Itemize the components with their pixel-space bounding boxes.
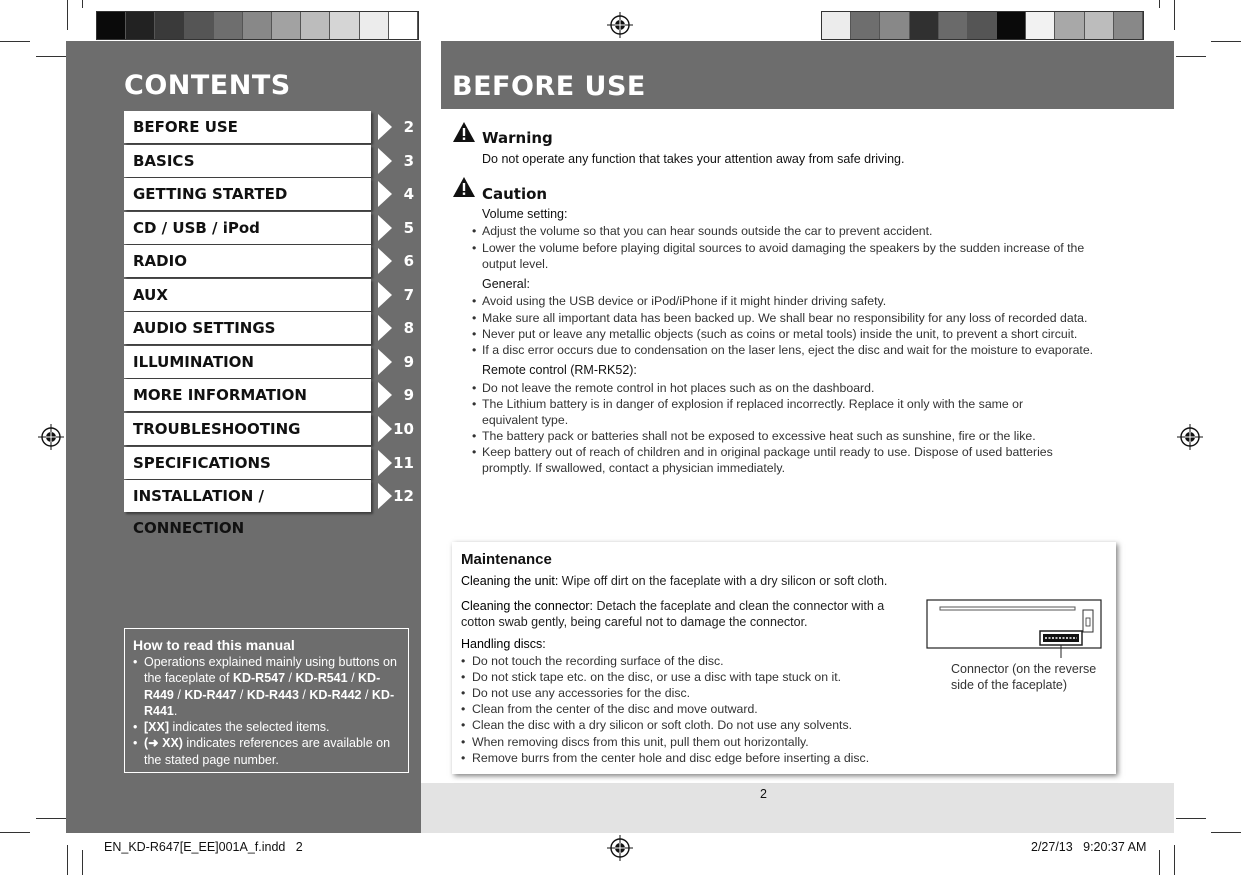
file-slug: EN_KD-R647[E_EE]001A_f.indd 2: [104, 840, 303, 854]
registration-mark-icon: [607, 12, 633, 38]
toc-page-number: 9: [403, 386, 414, 404]
toc-item[interactable]: SPECIFICATIONS: [124, 447, 371, 479]
toc-item[interactable]: TROUBLESHOOTING: [124, 413, 371, 445]
color-bar-right: [821, 11, 1144, 40]
color-bar-left: [96, 11, 419, 40]
handling-discs-label: Handling discs:: [461, 637, 546, 651]
list-item: • Lower the volume before playing digital sources to avoid damaging the speakers by the sudden increase of the output level.: [471, 240, 1121, 273]
toc-item[interactable]: INSTALLATION / CONNECTION: [124, 480, 371, 512]
toc-item[interactable]: ILLUMINATION: [124, 346, 371, 378]
toc-item[interactable]: BASICS: [124, 145, 371, 177]
list-item: • Never put or leave any metallic objects (such as coins or metal tools) inside the unit, to prevent a short circuit.: [471, 326, 1121, 342]
toc-page-number: 4: [403, 185, 414, 203]
howto-bullet-selected: • [XX] indicates the selected items.: [133, 719, 400, 735]
list-item: • Do not use any accessories for the disc.: [461, 686, 690, 700]
registration-mark-icon: [607, 835, 633, 861]
list-item: • Do not leave the remote control in hot places such as on the dashboard.: [471, 380, 1121, 396]
volume-setting-label: Volume setting:: [482, 207, 568, 221]
toc-item[interactable]: MORE INFORMATION: [124, 379, 371, 411]
list-item: • Avoid using the USB device or iPod/iPhone if it might hinder driving safety.: [471, 293, 1121, 309]
color-swatch: [1114, 12, 1143, 39]
caution-icon: [452, 176, 476, 198]
toc-page-number: 2: [403, 118, 414, 136]
list-item: • If a disc error occurs due to condensation on the laser lens, eject the disc and wait for the moisture to evaporate.: [471, 342, 1121, 358]
caution-heading: Caution: [482, 185, 548, 203]
list-item: • Adjust the volume so that you can hear sounds outside the car to prevent accident.: [471, 223, 1121, 239]
list-item: • Remove burrs from the center hole and disc edge before inserting a disc.: [461, 751, 869, 765]
list-item: • Clean from the center of the disc and move outward.: [461, 702, 758, 716]
page-number: 2: [760, 787, 767, 801]
registration-mark-icon: [38, 424, 64, 450]
list-item: • The Lithium battery is in danger of explosion if replaced incorrectly. Replace it only with the same or equivalent type.: [471, 396, 1071, 429]
cleaning-unit: Cleaning the unit: Wipe off dirt on the faceplate with a dry silicon or soft cloth.: [461, 574, 888, 588]
toc-page-number: 6: [403, 252, 414, 270]
color-swatch: [243, 12, 272, 39]
list-item: • Do not touch the recording surface of the disc.: [461, 654, 724, 668]
toc-item[interactable]: CD / USB / iPod: [124, 212, 371, 244]
howto-bullet-models: • Operations explained mainly using buttons on the faceplate of KD-R547 / KD-R541 / KD-R449 / KD-R447 / KD-R443 / KD-R442 / KD-R441.: [133, 654, 400, 719]
color-swatch: [939, 12, 968, 39]
list-item: • Make sure all important data has been backed up. We shall bear no responsibility for any loss of recorded data.: [471, 310, 1121, 326]
toc-item[interactable]: AUX: [124, 279, 371, 311]
color-swatch: [272, 12, 301, 39]
list-item: • Clean the disc with a dry silicon or soft cloth. Do not use any solvents.: [461, 718, 852, 732]
warning-icon: [452, 121, 476, 143]
color-swatch: [1055, 12, 1084, 39]
color-swatch: [389, 12, 418, 39]
color-swatch: [880, 12, 909, 39]
color-swatch: [910, 12, 939, 39]
page-title: BEFORE USE: [452, 71, 646, 102]
color-swatch: [97, 12, 126, 39]
cleaning-connector: Cleaning the connector: Detach the faceplate and clean the connector with a cotton swab gently, being careful not to damage the connector.: [461, 599, 885, 629]
toc-page-number: 12: [393, 487, 414, 505]
toc-item[interactable]: RADIO: [124, 245, 371, 277]
remote-control-label: Remote control (RM-RK52):: [482, 363, 637, 377]
list-item: • Do not stick tape etc. on the disc, or use a disc with tape stuck on it.: [461, 670, 841, 684]
color-swatch: [968, 12, 997, 39]
toc-page-number: 8: [403, 319, 414, 337]
color-swatch: [822, 12, 851, 39]
color-swatch: [301, 12, 330, 39]
toc-page-number: 7: [403, 286, 414, 304]
how-to-read-box: [124, 628, 409, 773]
warning-heading: Warning: [482, 129, 553, 147]
color-swatch: [1085, 12, 1114, 39]
color-swatch: [997, 12, 1026, 39]
list-item: • The battery pack or batteries shall not be exposed to excessive heat such as sunshine, fire or the like.: [471, 428, 1121, 444]
color-swatch: [185, 12, 214, 39]
warning-text: Do not operate any function that takes your attention away from safe driving.: [482, 152, 905, 166]
color-swatch: [330, 12, 359, 39]
date-slug: 2/27/13 9:20:37 AM: [1031, 840, 1147, 854]
list-item: • Keep battery out of reach of children and in original package until ready to use. Dispose of used batteries promptly. If swallowed, contact a physician immediately.: [471, 444, 1099, 477]
faceplate-connector-illustration: [925, 598, 1105, 660]
toc-page-number: 11: [393, 454, 414, 472]
connector-caption: Connector (on the reverse side of the faceplate): [951, 662, 1097, 692]
toc-item[interactable]: BEFORE USE: [124, 111, 371, 143]
toc-item[interactable]: GETTING STARTED: [124, 178, 371, 210]
toc-page-number: 3: [403, 152, 414, 170]
toc-item[interactable]: AUDIO SETTINGS: [124, 312, 371, 344]
general-label: General:: [482, 277, 530, 291]
howto-bullet-references: • (➜ XX) indicates references are available on the stated page number.: [133, 735, 400, 768]
color-swatch: [360, 12, 389, 39]
color-swatch: [155, 12, 184, 39]
contents-title: CONTENTS: [124, 70, 291, 101]
toc-page-number: 9: [403, 353, 414, 371]
color-swatch: [214, 12, 243, 39]
toc-page-number: 10: [393, 420, 414, 438]
how-to-read-title: How to read this manual: [133, 637, 295, 653]
color-swatch: [851, 12, 880, 39]
maintenance-title: Maintenance: [461, 551, 552, 568]
color-swatch: [1026, 12, 1055, 39]
list-item: • When removing discs from this unit, pull them out horizontally.: [461, 735, 809, 749]
footer-band: [421, 783, 1174, 833]
color-swatch: [126, 12, 155, 39]
toc-page-number: 5: [403, 219, 414, 237]
registration-mark-icon: [1177, 424, 1203, 450]
